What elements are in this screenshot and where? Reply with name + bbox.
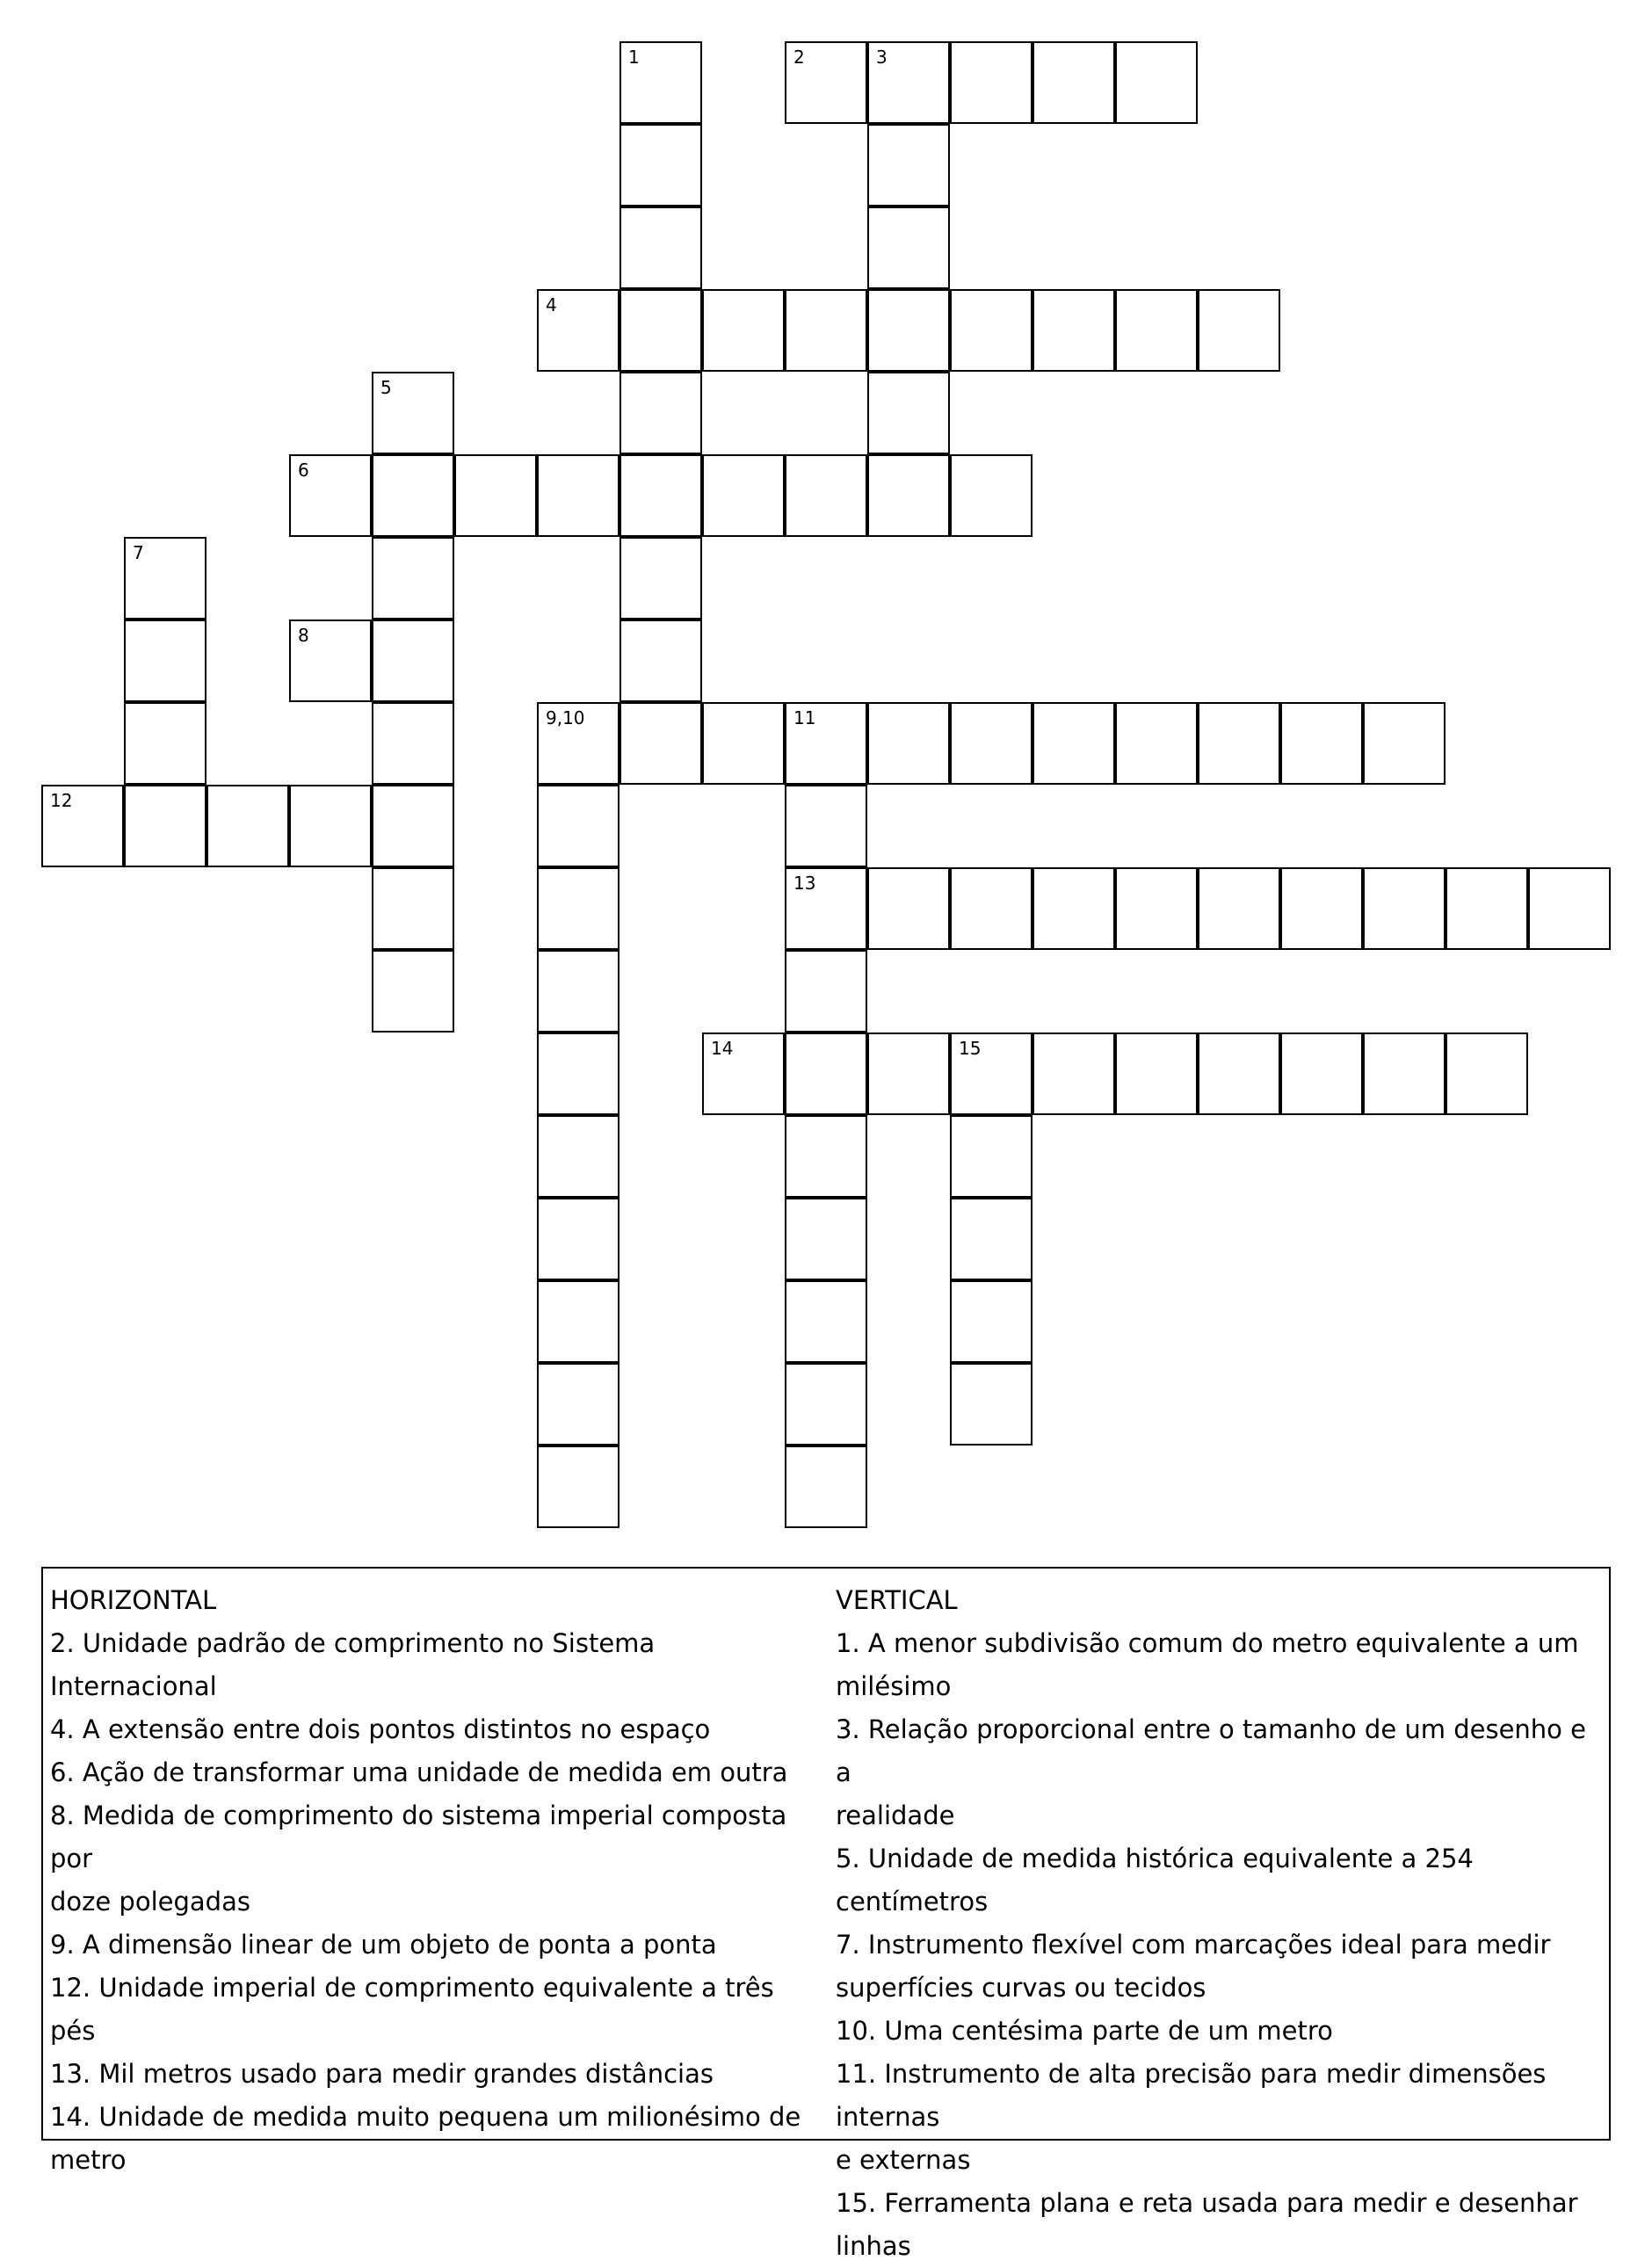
clue-line: milésimo: [836, 1671, 952, 1701]
grid-cell[interactable]: [1363, 1033, 1446, 1115]
grid-cell[interactable]: [950, 454, 1032, 537]
vertical-clues: [836, 1579, 1600, 2268]
clue-line: 12. Unidade imperial de comprimento equivalente a três pés: [50, 1973, 774, 2046]
clue-number: 11: [793, 707, 816, 728]
grid-cell[interactable]: [537, 1198, 620, 1280]
grid-cell[interactable]: [702, 702, 785, 785]
clue-number: 2: [793, 47, 805, 68]
grid-cell[interactable]: [289, 454, 372, 537]
grid-cell[interactable]: [1280, 1033, 1363, 1115]
grid-cell[interactable]: [620, 41, 702, 124]
grid-cell[interactable]: [289, 620, 372, 702]
grid-cell[interactable]: [1032, 867, 1115, 950]
grid-cell[interactable]: [1280, 702, 1363, 785]
clue-number: 9,10: [546, 707, 585, 728]
grid-cell[interactable]: [867, 702, 950, 785]
clue-number: 5: [380, 377, 392, 398]
grid-cell[interactable]: [867, 1033, 950, 1115]
grid-cell[interactable]: [620, 207, 702, 289]
grid-cell[interactable]: [950, 702, 1032, 785]
clue-line: 2. Unidade padrão de comprimento no Sistema Internacional: [50, 1628, 656, 1701]
grid-cell[interactable]: [702, 289, 785, 372]
grid-cell[interactable]: [372, 454, 454, 537]
grid-cell[interactable]: [950, 41, 1032, 124]
grid-cell[interactable]: [206, 785, 289, 867]
horizontal-heading: HORIZONTAL: [50, 1585, 217, 1615]
grid-cell[interactable]: [537, 1363, 620, 1446]
grid-cell[interactable]: [620, 289, 702, 372]
grid-cell[interactable]: [1528, 867, 1611, 950]
clue-number: 4: [546, 294, 557, 315]
grid-cell[interactable]: [950, 1115, 1032, 1198]
grid-cell[interactable]: [785, 950, 867, 1033]
grid-cell[interactable]: [1280, 867, 1363, 950]
grid-cell[interactable]: [785, 1033, 867, 1115]
clue-line: 8. Medida de comprimento do sistema imperial composta por: [50, 1801, 787, 1873]
grid-cell[interactable]: [785, 454, 867, 537]
grid-cell[interactable]: [867, 207, 950, 289]
grid-cell[interactable]: [537, 867, 620, 950]
grid-cell[interactable]: [620, 454, 702, 537]
clue-line: 1. A menor subdivisão comum do metro equivalente a um: [836, 1628, 1579, 1658]
grid-cell[interactable]: [867, 454, 950, 537]
grid-cell[interactable]: [867, 289, 950, 372]
grid-cell[interactable]: [1032, 41, 1115, 124]
grid-cell[interactable]: [537, 454, 620, 537]
grid-cell[interactable]: [867, 867, 950, 950]
grid-cell[interactable]: [620, 702, 702, 785]
grid-cell[interactable]: [867, 41, 950, 124]
grid-cell[interactable]: [124, 620, 206, 702]
grid-cell[interactable]: [1446, 1033, 1528, 1115]
grid-cell[interactable]: [785, 1115, 867, 1198]
grid-cell[interactable]: [372, 702, 454, 785]
clue-line: realidade: [836, 1801, 955, 1830]
grid-cell[interactable]: [620, 537, 702, 620]
grid-cell[interactable]: [702, 454, 785, 537]
clue-line: 7. Instrumento flexível com marcações ideal para medir: [836, 1930, 1551, 1960]
grid-cell[interactable]: [372, 537, 454, 620]
grid-cell[interactable]: [785, 785, 867, 867]
grid-cell[interactable]: [785, 1446, 867, 1528]
grid-cell[interactable]: [289, 785, 372, 867]
grid-cell[interactable]: [950, 1363, 1032, 1446]
clue-line: 3. Relação proporcional entre o tamanho de um desenho e a: [836, 1714, 1586, 1787]
grid-cell[interactable]: [620, 620, 702, 702]
grid-cell[interactable]: [1115, 289, 1198, 372]
grid-cell[interactable]: [537, 289, 620, 372]
grid-cell[interactable]: [124, 702, 206, 785]
clue-line: 4. A extensão entre dois pontos distintos no espaço: [50, 1714, 711, 1744]
clue-number: 14: [711, 1038, 734, 1059]
clue-number: 8: [298, 625, 309, 646]
grid-cell[interactable]: [785, 867, 867, 950]
grid-cell[interactable]: [372, 785, 454, 867]
grid-cell[interactable]: [1198, 289, 1280, 372]
grid-cell[interactable]: [702, 1033, 785, 1115]
grid-cell[interactable]: [124, 785, 206, 867]
clue-line: 6. Ação de transformar uma unidade de medida em outra: [50, 1757, 788, 1787]
clue-line: 11. Instrumento de alta precisão para medir dimensões internas: [836, 2059, 1547, 2132]
clue-line: 5. Unidade de medida histórica equivalente a 254 centímetros: [836, 1844, 1474, 1917]
clues-box: [41, 1567, 1611, 2261]
grid-cell[interactable]: [537, 702, 620, 785]
grid-cell[interactable]: [1363, 867, 1446, 950]
clue-number: 15: [959, 1038, 982, 1059]
clue-number: 12: [50, 790, 73, 811]
grid-cell[interactable]: [867, 124, 950, 207]
clue-line: 13. Mil metros usado para medir grandes distâncias: [50, 2059, 714, 2089]
clue-number: 1: [628, 47, 640, 68]
clue-number: 13: [793, 873, 816, 894]
grid-cell[interactable]: [1198, 867, 1280, 950]
clue-number: 6: [298, 460, 309, 481]
grid-cell[interactable]: [372, 372, 454, 454]
grid-cell[interactable]: [950, 1280, 1032, 1363]
grid-cell[interactable]: [537, 1446, 620, 1528]
clue-line: 15. Ferramenta plana e reta usada para medir e desenhar linhas: [836, 2188, 1578, 2261]
grid-cell[interactable]: [1115, 702, 1198, 785]
grid-cell[interactable]: [537, 1280, 620, 1363]
grid-cell[interactable]: [124, 537, 206, 620]
grid-cell[interactable]: [1032, 702, 1115, 785]
clue-line: superfícies curvas ou tecidos: [836, 1973, 1206, 2003]
grid-cell[interactable]: [785, 1198, 867, 1280]
clue-line: e externas: [836, 2145, 971, 2175]
grid-cell[interactable]: [950, 1198, 1032, 1280]
clue-line: 10. Uma centésima parte de um metro: [836, 2016, 1333, 2046]
grid-cell[interactable]: [537, 950, 620, 1033]
grid-cell[interactable]: [620, 124, 702, 207]
clue-line: 9. A dimensão linear de um objeto de ponta a ponta: [50, 1930, 717, 1960]
grid-cell[interactable]: [785, 1280, 867, 1363]
vertical-heading: VERTICAL: [836, 1585, 958, 1615]
grid-cell[interactable]: [454, 454, 537, 537]
grid-cell[interactable]: [1198, 1033, 1280, 1115]
grid-cell[interactable]: [372, 620, 454, 702]
grid-cell[interactable]: [537, 1033, 620, 1115]
grid-cell[interactable]: [41, 785, 124, 867]
grid-cell[interactable]: [1115, 41, 1198, 124]
clue-line: 14. Unidade de medida muito pequena um milionésimo de metro: [50, 2102, 801, 2175]
grid-cell[interactable]: [372, 867, 454, 950]
clue-number: 7: [133, 542, 144, 563]
grid-cell[interactable]: [1032, 289, 1115, 372]
grid-cell[interactable]: [537, 1115, 620, 1198]
grid-cell[interactable]: [950, 1033, 1032, 1115]
grid-cell[interactable]: [867, 372, 950, 454]
grid-cell[interactable]: [785, 289, 867, 372]
grid-cell[interactable]: [950, 867, 1032, 950]
grid-cell[interactable]: [785, 702, 867, 785]
grid-cell[interactable]: [1115, 867, 1198, 950]
clue-number: 3: [876, 47, 888, 68]
clue-line: doze polegadas: [50, 1887, 250, 1917]
grid-cell[interactable]: [372, 950, 454, 1033]
horizontal-clues: [50, 1579, 823, 2182]
grid-cell[interactable]: [950, 289, 1032, 372]
grid-cell[interactable]: [537, 785, 620, 867]
grid-cell[interactable]: [620, 372, 702, 454]
grid-cell[interactable]: [1032, 1033, 1115, 1115]
grid-cell[interactable]: [1115, 1033, 1198, 1115]
grid-cell[interactable]: [785, 1363, 867, 1446]
grid-cell[interactable]: [1198, 702, 1280, 785]
grid-cell[interactable]: [1446, 867, 1528, 950]
grid-cell[interactable]: [1363, 702, 1446, 785]
grid-cell[interactable]: [785, 41, 867, 124]
